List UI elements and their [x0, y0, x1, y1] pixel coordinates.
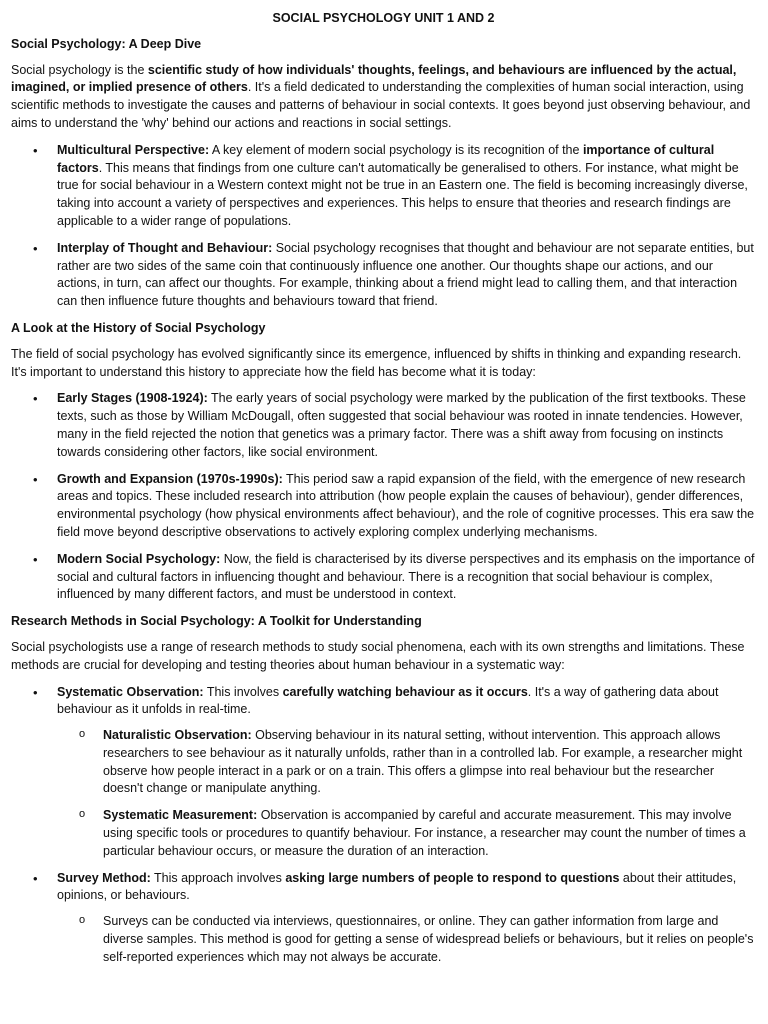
- bullet-interplay-thought-behaviour: • Interplay of Thought and Behaviour: Social psychology recognises that thought and behaviour are not separate entities, but rather are two sides of the same coin that continuously influence one another. Our thoughts shape our actions, and our actions, in turn, can affect our thoughts. For example, thinking about a friend might lead to calling them, and that interaction can then influence future thoughts and behaviours toward that friend.: [57, 240, 756, 311]
- sub-list-survey: [57, 913, 756, 966]
- bullet-modern-social-psychology: • Modern Social Psychology: Now, the field is characterised by its diverse perspectives and its emphasis on the importance of social and cultural factors in influencing thought and behaviour. There is a recognition that social behaviour is complex, influenced by many different factors, and must be understood in context.: [57, 551, 756, 604]
- bullet-list-methods: [11, 684, 756, 967]
- sub-list-observation: [57, 727, 756, 861]
- section-heading-history: A Look at the History of Social Psychology: [11, 320, 266, 335]
- sub-bullet-naturalistic-observation: o Naturalistic Observation: Observing behaviour in its natural setting, without intervention. This approach allows researchers to see behaviour as it naturally unfolds, rather than in a controlled lab. For example, a researcher might observe how people interact in a park or on a train. This offers a glimpse into real behaviour but the researcher doesn't change or manipulate anything.: [103, 727, 756, 798]
- bullet-survey-method: • Survey Method: This approach involves asking large numbers of people to respond to questions about their attitudes, opinions, or behaviours. o Surveys can be conducted via interviews, questionnaires, or online. They can gather information from large and diverse samples. This method is good for getting a sense of widespread beliefs or behaviours, but it relies on people's self-reported experiences which may not always be accurate.: [57, 870, 756, 967]
- bullet-systematic-observation: • Systematic Observation: This involves carefully watching behaviour as it occurs. It's a way of gathering data about behaviour as it unfolds in real-time. o Naturalistic Observation: Observing behaviour in its natural setting, without intervention. This approach allows researchers to see behaviour as it naturally unfolds, rather than in a controlled lab. For example, a researcher might observe how people interact in a park or on a train. This offers a glimpse into real behaviour but the researcher doesn't change or manipulate anything. o Systematic Measurement: Observation is accompanied by careful and accurate measurement. This may involve using specific tools or procedures to quantify behaviour. For instance, a researcher may count the number of times a particular behaviour occurs, or measure the duration of an interaction.: [57, 684, 756, 861]
- bullet-early-stages: • Early Stages (1908-1924): The early years of social psychology were marked by the publication of the first textbooks. These texts, such as those by William McDougall, often suggested that social behaviour was rooted in innate tendencies. However, many in the field rejected the notion that genetics was a primary factor. There was a shift away from focusing on instincts towards considering other factors, like social environment.: [57, 390, 756, 461]
- sub-bullet-survey-detail: o Surveys can be conducted via interviews, questionnaires, or online. They can gather information from large and diverse samples. This method is good for getting a sense of widespread beliefs or behaviours, but it relies on people's self-reported experiences which may not always be accurate.: [103, 913, 756, 966]
- section-heading-methods: Research Methods in Social Psychology: A Toolkit for Understanding: [11, 614, 422, 629]
- bullet-growth-expansion: • Growth and Expansion (1970s-1990s): This period saw a rapid expansion of the field, with the emergence of new research areas and topics. These included research into attribution (how people explain the causes of behaviour), gender differences, environmental psychology (how physical environments affect behaviour), and the role of cognitive processes. This era saw the field move beyond descriptive observations to actively exploring complex underlying mechanisms.: [57, 471, 756, 542]
- paragraph-history-intro: The field of social psychology has evolved significantly since its emergence, influenced by shifts in thinking and expanding research. It's important to understand this history to appreciate how the field has become what it is today:: [11, 346, 742, 379]
- document-title: SOCIAL PSYCHOLOGY UNIT 1 AND 2: [272, 11, 495, 25]
- sub-bullet-systematic-measurement: o Systematic Measurement: Observation is accompanied by careful and accurate measurement. This may involve using specific tools or procedures to quantify behaviour. For instance, a researcher may count the number of times a particular behaviour occurs, or measure the duration of an interaction.: [103, 807, 756, 860]
- bullet-multicultural-perspective: • Multicultural Perspective: A key element of modern social psychology is its recognition of the importance of cultural factors. This means that findings from one culture can't automatically be generalised to others. For instance, what might be true for social behaviour in a Western context might not be true in an Eastern one. The field is becoming increasingly diverse, taking into account a variety of perspectives and experiences. This helps to ensure that theories and research findings are applicable to a wider range of populations.: [57, 142, 756, 231]
- paragraph-intro: Social psychology is the scientific study of how individuals' thoughts, feelings, and behaviours are influenced by the actual, imagined, or implied presence of others. It's a field dedicated to understanding the complexities of human social interaction, using scientific methods to investigate the causes and patterns of behaviour in social contexts. It goes beyond just observing behaviour, and aims to understand the 'why' behind our actions and reactions in social settings.: [11, 62, 751, 130]
- paragraph-methods-intro: Social psychologists use a range of research methods to study social phenomena, each with its own strengths and limitations. These methods are crucial for developing and testing theories about human behaviour in a systematic way:: [11, 639, 745, 672]
- bullet-list-deep-dive: [11, 142, 756, 311]
- bullet-list-history: [11, 390, 756, 604]
- section-heading-deep-dive: Social Psychology: A Deep Dive: [11, 36, 202, 51]
